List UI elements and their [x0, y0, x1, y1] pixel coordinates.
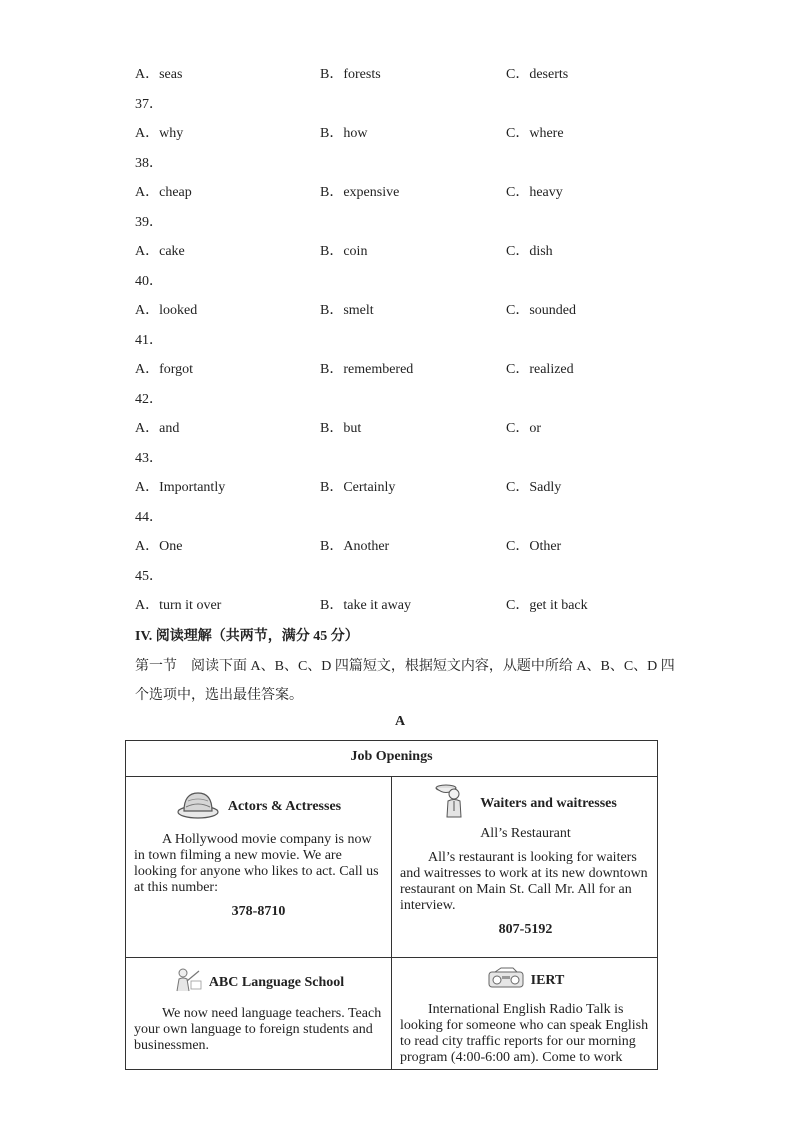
option-b: B．how — [320, 126, 368, 141]
job-description: All’s restaurant is looking for waiters and waitresses to work at its new downtown restaurant on Main St. Call Mr. All for an interview. — [400, 850, 648, 913]
option-c: C．get it back — [506, 598, 588, 613]
job-title: IERT — [530, 972, 565, 988]
question-row — [135, 594, 695, 614]
question-row — [135, 417, 695, 437]
job-cell — [126, 967, 391, 1054]
option-b: B．Certainly — [320, 480, 396, 495]
row-divider — [126, 957, 657, 958]
hat-icon — [176, 787, 222, 826]
job-cell — [126, 787, 391, 920]
job-title: Waiters and waitresses — [480, 795, 617, 811]
option-b: B．Another — [320, 539, 390, 554]
question-number: 40． — [135, 274, 163, 289]
option-c: C．Other — [506, 539, 562, 554]
option-a: A．looked — [135, 303, 198, 318]
option-a: A．turn it over — [135, 598, 222, 613]
option-c: C．realized — [506, 362, 574, 377]
question-number: 41． — [135, 333, 163, 348]
radio-icon — [487, 967, 525, 994]
question-row — [135, 299, 695, 319]
option-a: A．why — [135, 126, 184, 141]
option-a: A．seas — [135, 67, 183, 82]
option-c: C．or — [506, 421, 541, 436]
option-a: A．forgot — [135, 362, 194, 377]
option-c: C．deserts — [506, 67, 569, 82]
job-title: ABC Language School — [208, 974, 345, 990]
job-description: A Hollywood movie company is now in town filming a new movie. We are looking for anyone who likes to act. Call us at this number: — [134, 832, 379, 895]
job-description: International English Radio Talk is looking for someone who can speak English to read city traffic reports for our morning program (4:00-6:00 am). Come to work — [400, 1002, 649, 1065]
section-title: IV. 阅读理解（共两节，满分 45 分） — [135, 629, 359, 644]
question-row — [135, 358, 695, 378]
job-openings-table — [125, 740, 658, 1070]
option-a: A．Importantly — [135, 480, 226, 495]
job-description: We now need language teachers. Teach your own language to foreign students and businessmen. — [134, 1006, 382, 1053]
question-row — [135, 122, 695, 142]
job-subtitle: All’s Restaurant — [480, 826, 571, 841]
option-b: B．forests — [320, 67, 381, 82]
passage-letter: A — [394, 714, 406, 729]
question-number: 39． — [135, 215, 163, 230]
option-b: B．expensive — [320, 185, 400, 200]
question-row — [135, 181, 695, 201]
option-a: A．cheap — [135, 185, 192, 200]
option-b: B．take it away — [320, 598, 411, 613]
option-c: C．sounded — [506, 303, 576, 318]
option-a: A．cake — [135, 244, 185, 259]
option-b: B．smelt — [320, 303, 374, 318]
question-number: 44． — [135, 510, 163, 525]
teacher-icon — [173, 967, 203, 998]
question-row — [135, 63, 695, 83]
phone-number: 807-5192 — [498, 922, 553, 937]
option-b: B．remembered — [320, 362, 414, 377]
question-number: 42． — [135, 392, 163, 407]
table-heading: Job Openings — [126, 741, 657, 777]
option-c: C．where — [506, 126, 564, 141]
question-number: 45． — [135, 569, 163, 584]
job-title: Actors & Actresses — [227, 798, 342, 814]
question-row — [135, 240, 695, 260]
option-b: B．but — [320, 421, 362, 436]
question-number: 37． — [135, 97, 163, 112]
waiter-icon — [434, 783, 474, 824]
option-a: A．and — [135, 421, 180, 436]
phone-number: 378-8710 — [231, 904, 286, 919]
question-number: 43． — [135, 451, 163, 466]
option-c: C．heavy — [506, 185, 563, 200]
job-cell — [392, 967, 659, 1066]
question-number: 38． — [135, 156, 163, 171]
question-row — [135, 476, 695, 496]
option-b: B．coin — [320, 244, 368, 259]
question-row — [135, 535, 695, 555]
job-cell — [392, 783, 659, 938]
section-instruction: 第一节 阅读下面 A、B、C、D 四篇短文，根据短文内容，从题中所给 A、B、C、D 四个选项中，选出最佳答案。 — [135, 659, 675, 703]
option-a: A．One — [135, 539, 183, 554]
option-c: C．Sadly — [506, 480, 562, 495]
option-c: C．dish — [506, 244, 553, 259]
